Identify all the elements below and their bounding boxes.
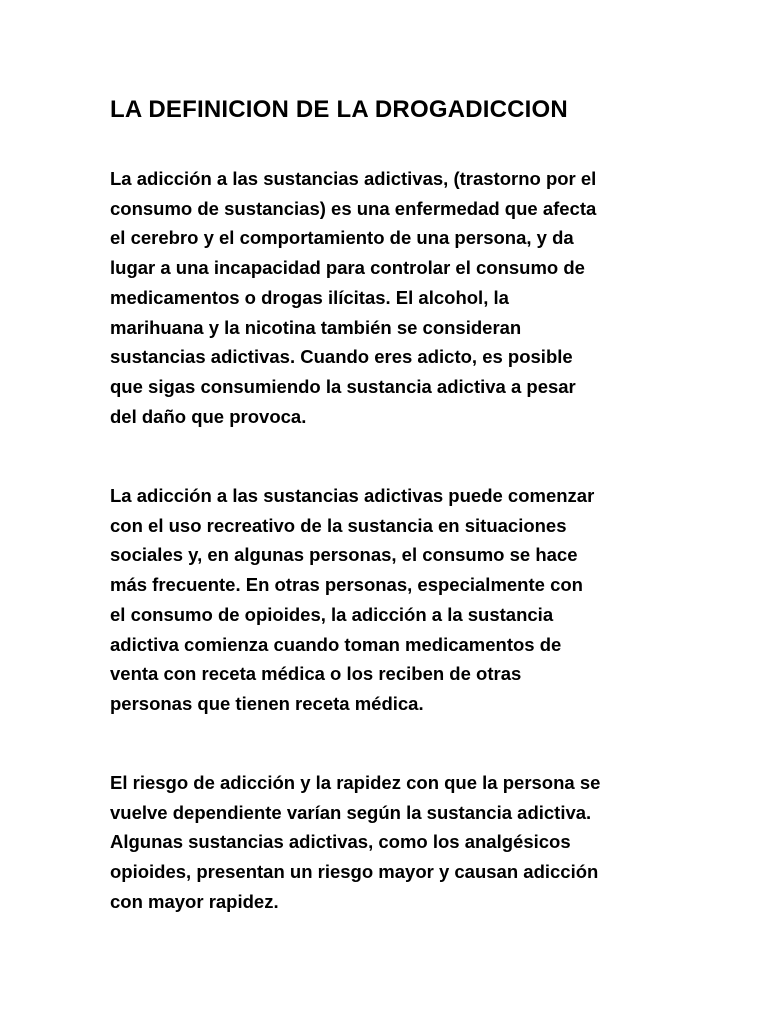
- paragraph-line: vuelve dependiente varían según la sustancia adictiva.: [110, 801, 592, 823]
- paragraph-line: el consumo de opioides, la adicción a la sustancia: [110, 603, 554, 625]
- paragraph-line: con el uso recreativo de la sustancia en situaciones: [110, 514, 567, 536]
- paragraph-line: lugar a una incapacidad para controlar el consumo de: [110, 257, 585, 279]
- paragraph-line: venta con receta médica o los reciben de otras: [110, 663, 522, 685]
- paragraph-line: el cerebro y el comportamiento de una persona, y da: [110, 227, 574, 249]
- paragraph-2: [110, 481, 670, 719]
- paragraph-line: adictiva comienza cuando toman medicamentos de: [110, 633, 562, 655]
- paragraph-line: opioides, presentan un riesgo mayor y causan adicción: [110, 861, 599, 883]
- paragraph-line: Algunas sustancias adictivas, como los analgésicos: [110, 831, 571, 853]
- document-title: LA DEFINICION DE LA DROGADICCION: [110, 96, 568, 123]
- paragraph-line: La adicción a las sustancias adictivas, (trastorno por el: [110, 168, 597, 189]
- paragraph-line: medicamentos o drogas ilícitas. El alcohol, la: [110, 286, 509, 308]
- paragraph-line: personas que tienen receta médica.: [110, 692, 424, 714]
- paragraph-3: [110, 768, 670, 917]
- paragraph-line: con mayor rapidez.: [110, 890, 279, 912]
- paragraph-line: El riesgo de adicción y la rapidez con que la persona se: [110, 772, 601, 793]
- paragraph-line: más frecuente. En otras personas, especialmente con: [110, 574, 583, 596]
- paragraph-line: sociales y, en algunas personas, el consumo se hace: [110, 544, 578, 566]
- paragraph-1: [110, 164, 670, 431]
- paragraph-line: sustancias adictivas. Cuando eres adicto, es posible: [110, 346, 573, 368]
- paragraph-line: consumo de sustancias) es una enfermedad que afecta: [110, 197, 597, 219]
- paragraph-line: marihuana y la nicotina también se consideran: [110, 316, 522, 338]
- paragraph-line: La adicción a las sustancias adictivas puede comenzar: [110, 485, 595, 506]
- paragraph-line: que sigas consumiendo la sustancia adictiva a pesar: [110, 375, 576, 397]
- paragraph-line: del daño que provoca.: [110, 405, 307, 427]
